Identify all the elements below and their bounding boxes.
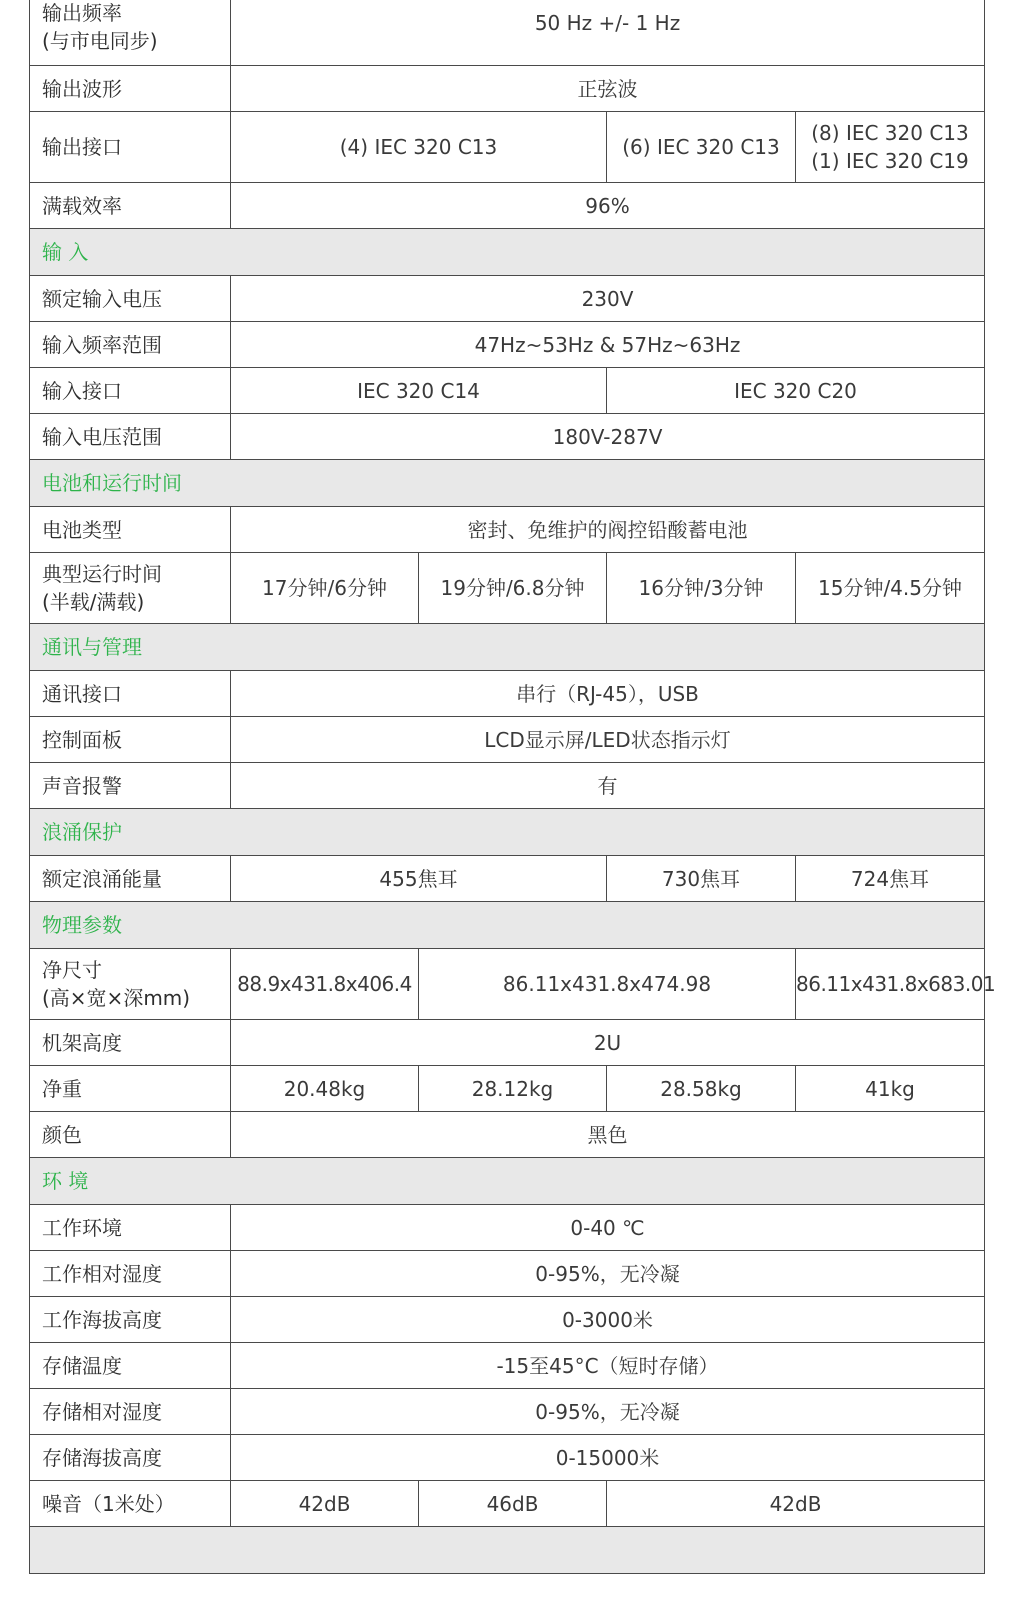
row-value: 串行（RJ-45），USB [231, 671, 985, 717]
row-label: 存储相对湿度 [30, 1389, 231, 1435]
row-value: IEC 320 C14 [231, 368, 607, 414]
row-value: 16分钟/3分钟 [607, 553, 796, 624]
section-title: 电池和运行时间 [30, 460, 985, 507]
row-comm-ports [30, 671, 985, 717]
row-label: 净尺寸 (高×宽×深mm) [30, 949, 231, 1020]
row-operating-altitude [30, 1297, 985, 1343]
section-title: 环 境 [30, 1158, 985, 1205]
row-value: 230V [231, 276, 985, 322]
row-net-weight [30, 1066, 985, 1112]
section-environment [30, 1158, 985, 1205]
row-value: 0-95%，无冷凝 [231, 1251, 985, 1297]
section-surge [30, 809, 985, 856]
row-label: 机架高度 [30, 1020, 231, 1066]
row-label: 输入频率范围 [30, 322, 231, 368]
row-label: 控制面板 [30, 717, 231, 763]
row-noise [30, 1481, 985, 1527]
row-value: 86.11x431.8x683.01 [796, 949, 985, 1020]
row-label: 输出波形 [30, 66, 231, 112]
row-input-frequency [30, 322, 985, 368]
row-label: 工作海拔高度 [30, 1297, 231, 1343]
row-label: 通讯接口 [30, 671, 231, 717]
section-physical [30, 902, 985, 949]
row-audible-alarm [30, 763, 985, 809]
row-input-voltage-range [30, 414, 985, 460]
section-title: 通讯与管理 [30, 624, 985, 671]
row-value: 41kg [796, 1066, 985, 1112]
row-value: IEC 320 C20 [607, 368, 985, 414]
row-label: 输入电压范围 [30, 414, 231, 460]
row-value: 2U [231, 1020, 985, 1066]
section-title: 物理参数 [30, 902, 985, 949]
row-value: (4) IEC 320 C13 [231, 112, 607, 183]
row-label: 典型运行时间 (半载/满载) [30, 553, 231, 624]
section-title [30, 1527, 985, 1574]
row-surge-energy [30, 856, 985, 902]
row-value: 15分钟/4.5分钟 [796, 553, 985, 624]
row-label: 输出频率 (与市电同步) [30, 0, 231, 66]
row-value: (6) IEC 320 C13 [607, 112, 796, 183]
row-label: 工作相对湿度 [30, 1251, 231, 1297]
row-value: 28.58kg [607, 1066, 796, 1112]
row-value: 19分钟/6.8分钟 [419, 553, 607, 624]
row-value: 47Hz~53Hz & 57Hz~63Hz [231, 322, 985, 368]
row-input-ports [30, 368, 985, 414]
row-value: 20.48kg [231, 1066, 419, 1112]
row-label: 电池类型 [30, 507, 231, 553]
row-storage-altitude [30, 1435, 985, 1481]
row-operating-environment [30, 1205, 985, 1251]
row-battery-type [30, 507, 985, 553]
row-value: 有 [231, 763, 985, 809]
row-value: 455焦耳 [231, 856, 607, 902]
row-label: 额定浪涌能量 [30, 856, 231, 902]
row-storage-temperature [30, 1343, 985, 1389]
section-battery [30, 460, 985, 507]
row-value: 88.9x431.8x406.4 [231, 949, 419, 1020]
section-input [30, 229, 985, 276]
row-value: -15至45°C（短时存储） [231, 1343, 985, 1389]
row-value: (8) IEC 320 C13 (1) IEC 320 C19 [796, 112, 985, 183]
row-value: 正弦波 [231, 66, 985, 112]
section-cutoff [30, 1527, 985, 1574]
row-value: 96% [231, 183, 985, 229]
section-title: 输 入 [30, 229, 985, 276]
row-operating-humidity [30, 1251, 985, 1297]
row-value: 50 Hz +/- 1 Hz [231, 0, 985, 66]
row-value: 17分钟/6分钟 [231, 553, 419, 624]
spec-table [29, 0, 996, 1574]
row-value: LCD显示屏/LED状态指示灯 [231, 717, 985, 763]
row-output-waveform [30, 66, 985, 112]
row-label: 输入接口 [30, 368, 231, 414]
row-value: 42dB [231, 1481, 419, 1527]
row-label: 满载效率 [30, 183, 231, 229]
row-label: 存储海拔高度 [30, 1435, 231, 1481]
row-value: 724焦耳 [796, 856, 985, 902]
row-value: 0-15000米 [231, 1435, 985, 1481]
row-rack-height [30, 1020, 985, 1066]
row-value: 86.11x431.8x474.98 [419, 949, 796, 1020]
row-typical-runtime [30, 553, 985, 624]
row-output-ports [30, 112, 985, 183]
row-color [30, 1112, 985, 1158]
row-label: 额定输入电压 [30, 276, 231, 322]
row-dimensions [30, 949, 985, 1020]
row-full-load-efficiency [30, 183, 985, 229]
row-label: 声音报警 [30, 763, 231, 809]
row-control-panel [30, 717, 985, 763]
row-label: 颜色 [30, 1112, 231, 1158]
row-value: 0-3000米 [231, 1297, 985, 1343]
row-value: 46dB [419, 1481, 607, 1527]
row-rated-input-voltage [30, 276, 985, 322]
row-label: 噪音（1米处） [30, 1481, 231, 1527]
row-value: 42dB [607, 1481, 985, 1527]
row-label: 输出接口 [30, 112, 231, 183]
row-value: 黑色 [231, 1112, 985, 1158]
row-value: 730焦耳 [607, 856, 796, 902]
section-title: 浪涌保护 [30, 809, 985, 856]
row-label: 净重 [30, 1066, 231, 1112]
row-output-frequency [30, 0, 985, 66]
row-value: 密封、免维护的阀控铅酸蓄电池 [231, 507, 985, 553]
row-value: 0-95%，无冷凝 [231, 1389, 985, 1435]
row-value: 180V-287V [231, 414, 985, 460]
row-value: 28.12kg [419, 1066, 607, 1112]
row-value: 0-40 ℃ [231, 1205, 985, 1251]
row-storage-humidity [30, 1389, 985, 1435]
row-label: 工作环境 [30, 1205, 231, 1251]
row-label: 存储温度 [30, 1343, 231, 1389]
section-communication [30, 624, 985, 671]
